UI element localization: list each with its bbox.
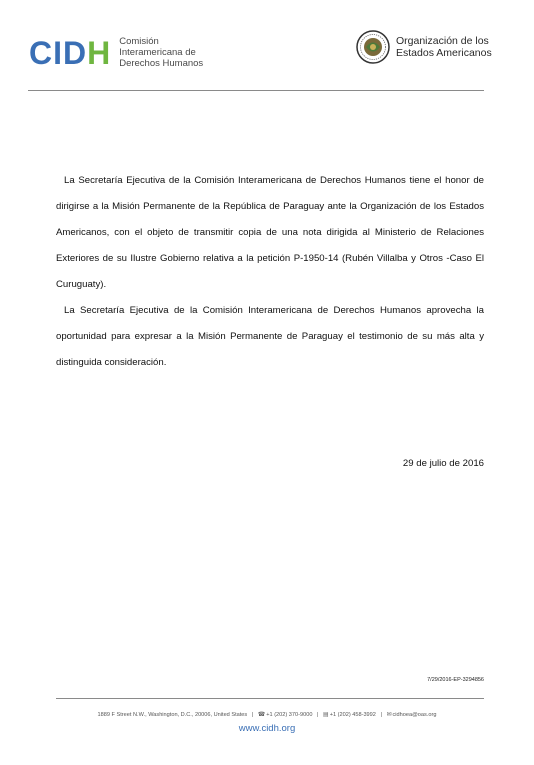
fax-icon: ▤ [323, 712, 329, 718]
footer-email[interactable]: cidhoea@oas.org [392, 712, 437, 718]
paragraph-text: La Secretaría Ejecutiva de la Comisión Interamericana de Derechos Humanos tiene el honor de dirigirse a la Misión Permanente de la República de Paraguay ante la Organización de los Estados Americanos, con el objeto de transmitir copia de una nota dirigida al Ministerio de Relaciones Exteriores de su Ilustre Gobierno relativa a la petición P-1950-14 (Rubén Villalba y Otros -Caso El Curuguaty). [56, 175, 484, 290]
body-paragraph-2 [56, 298, 484, 376]
oas-name-line: Estados Americanos [396, 47, 492, 59]
cidh-name-line: Comisión [119, 36, 159, 47]
body-paragraph-1 [56, 168, 484, 298]
footer-separator: | [380, 712, 382, 718]
phone-icon: ☎ [257, 712, 266, 718]
paragraph-text: La Secretaría Ejecutiva de la Comisión Interamericana de Derechos Humanos aprovecha la oportunidad para expresar a la Misión Permanente de Paraguay el testimonio de su más alta y distinguida consideración. [56, 305, 484, 368]
email-icon: ✉ [386, 712, 392, 718]
cidh-wordmark-text: CIDH [29, 34, 112, 71]
reference-number: 7/29/2016-EP-3294856 [427, 677, 484, 683]
footer-separator: | [251, 712, 254, 718]
letter-date: 29 de julio de 2016 [402, 458, 484, 469]
footer-divider [56, 698, 484, 699]
oas-name-line: Organización de los [396, 35, 489, 47]
cidh-full-name [119, 36, 203, 69]
oas-seal-icon [356, 30, 390, 64]
footer-contact [0, 711, 534, 718]
cidh-name-line: Interamericana de [119, 47, 196, 58]
cidh-name-line: Derechos Humanos [119, 58, 204, 69]
oas-full-name [396, 35, 492, 59]
header-divider [28, 90, 484, 91]
footer-phone: +1 (202) 370-9000 [266, 712, 313, 718]
footer-fax: +1 (202) 458-3992 [329, 712, 376, 718]
footer-website-link[interactable]: www.cidh.org [238, 723, 296, 734]
cidh-logo [29, 36, 203, 69]
footer-separator: | [317, 712, 319, 718]
cidh-wordmark [29, 34, 112, 71]
oas-logo [356, 30, 492, 64]
footer-address: 1889 F Street N.W., Washington, D.C., 20006, United States [97, 712, 248, 718]
